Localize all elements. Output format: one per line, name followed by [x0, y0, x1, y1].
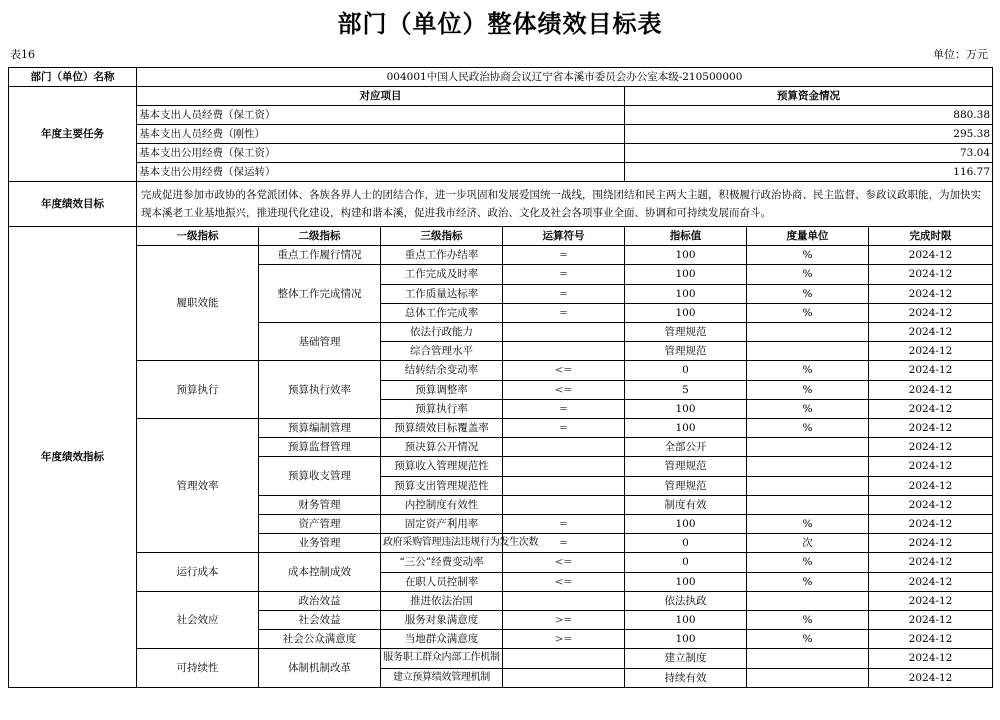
- unit-cell: %: [747, 630, 869, 649]
- level2-cell: 社会效益: [259, 611, 381, 630]
- value-cell: 建立制度: [625, 649, 747, 668]
- task-amount: 116.77: [625, 163, 993, 182]
- operator-cell: [503, 457, 625, 476]
- unit-cell: %: [747, 572, 869, 591]
- page-title: 部门（单位）整体绩效目标表: [337, 9, 663, 38]
- operator-cell: [503, 649, 625, 668]
- value-cell: 100: [625, 246, 747, 265]
- unit-cell: %: [747, 361, 869, 380]
- table-number: 表16: [10, 48, 35, 61]
- deadline-cell: 2024-12: [869, 284, 993, 303]
- deadline-cell: 2024-12: [869, 553, 993, 572]
- task-amount: 73.04: [625, 144, 993, 163]
- task-row: [9, 125, 993, 144]
- level1-cell: 社会效应: [137, 591, 259, 649]
- unit-cell: %: [747, 246, 869, 265]
- unit-cell: 次: [747, 534, 869, 553]
- operator-cell: <=: [503, 361, 625, 380]
- value-cell: 持续有效: [625, 668, 747, 687]
- dept-name: 004001中国人民政治协商会议辽宁省本溪市委员会办公室本级-210500000: [137, 68, 993, 87]
- task-row: [9, 144, 993, 163]
- deadline-cell: 2024-12: [869, 668, 993, 687]
- header-value: 指标值: [625, 227, 747, 246]
- unit-cell: [747, 591, 869, 610]
- value-cell: 管理规范: [625, 476, 747, 495]
- unit-cell: [747, 495, 869, 514]
- unit-cell: %: [747, 265, 869, 284]
- unit-label: 单位：万元: [933, 48, 988, 61]
- level3-cell: 总体工作完成率: [381, 303, 503, 322]
- deadline-cell: 2024-12: [869, 438, 993, 457]
- operator-cell: =: [503, 399, 625, 418]
- unit-cell: %: [747, 553, 869, 572]
- level2-cell: 体制机制改革: [259, 649, 381, 687]
- deadline-cell: 2024-12: [869, 380, 993, 399]
- level2-cell: 成本控制成效: [259, 553, 381, 591]
- unit-cell: %: [747, 380, 869, 399]
- deadline-cell: 2024-12: [869, 534, 993, 553]
- operator-cell: [503, 591, 625, 610]
- level2-cell: 政治效益: [259, 591, 381, 610]
- col-budget-header: 预算资金情况: [625, 87, 993, 106]
- unit-cell: [747, 476, 869, 495]
- value-cell: 依法执政: [625, 591, 747, 610]
- level3-cell: 固定资产利用率: [381, 515, 503, 534]
- value-cell: 0: [625, 534, 747, 553]
- value-cell: 管理规范: [625, 457, 747, 476]
- unit-cell: [747, 457, 869, 476]
- dept-label: 部门（单位）名称: [9, 68, 137, 87]
- header-level3: 三级指标: [381, 227, 503, 246]
- unit-cell: [747, 438, 869, 457]
- level3-cell: 工作完成及时率: [381, 265, 503, 284]
- level2-cell: 预算监督管理: [259, 438, 381, 457]
- operator-cell: =: [503, 534, 625, 553]
- deadline-cell: 2024-12: [869, 303, 993, 322]
- unit-cell: %: [747, 284, 869, 303]
- operator-cell: >=: [503, 630, 625, 649]
- annual-tasks-label: 年度主要任务: [9, 87, 137, 182]
- level3-cell: 重点工作办结率: [381, 246, 503, 265]
- level2-cell: 财务管理: [259, 495, 381, 514]
- header-level1: 一级指标: [137, 227, 259, 246]
- level3-cell: 工作质量达标率: [381, 284, 503, 303]
- unit-cell: [747, 649, 869, 668]
- value-cell: 管理规范: [625, 323, 747, 342]
- level2-cell: 基础管理: [259, 323, 381, 361]
- task-row: [9, 106, 993, 125]
- level3-cell: 预算绩效目标覆盖率: [381, 419, 503, 438]
- task-item: 基本支出人员经费（刚性）: [137, 125, 625, 144]
- level1-cell: 履职效能: [137, 246, 259, 361]
- level3-cell: 政府采购管理违法违规行为发生次数: [381, 534, 503, 553]
- level1-cell: 管理效率: [137, 419, 259, 553]
- deadline-cell: 2024-12: [869, 399, 993, 418]
- value-cell: 100: [625, 515, 747, 534]
- unit-cell: %: [747, 399, 869, 418]
- level1-cell: 预算执行: [137, 361, 259, 419]
- level3-cell: 服务职工群众内部工作机制: [381, 649, 503, 668]
- unit-cell: %: [747, 611, 869, 630]
- operator-cell: [503, 438, 625, 457]
- indicator-row: [9, 419, 993, 438]
- deadline-cell: 2024-12: [869, 419, 993, 438]
- unit-cell: [747, 323, 869, 342]
- task-item: 基本支出人员经费（保工资）: [137, 106, 625, 125]
- value-cell: 100: [625, 265, 747, 284]
- value-cell: 全部公开: [625, 438, 747, 457]
- operator-cell: <=: [503, 553, 625, 572]
- level2-cell: 资产管理: [259, 515, 381, 534]
- value-cell: 5: [625, 380, 747, 399]
- operator-cell: [503, 495, 625, 514]
- level2-cell: 重点工作履行情况: [259, 246, 381, 265]
- operator-cell: [503, 668, 625, 687]
- deadline-cell: 2024-12: [869, 457, 993, 476]
- unit-cell: %: [747, 515, 869, 534]
- value-cell: 100: [625, 419, 747, 438]
- operator-cell: [503, 323, 625, 342]
- indicators-label: 年度绩效指标: [9, 227, 137, 688]
- unit-cell: [747, 668, 869, 687]
- task-amount: 295.38: [625, 125, 993, 144]
- annual-goal-text: 完成促进参加市政协的各党派团体、各族各界人士的团结合作，进一步巩固和发展爱国统一战线，围绕团结和民主两大主题，积极履行政治协商、民主监督、参政议政职能，为加快实现本溪老工业基地振兴，推进现代化建设，构建和谐本溪，促进我市经济、政治、文化及社会各项事业全面、协调和可持续发展而奋斗。: [137, 182, 993, 227]
- level3-cell: 服务对象满意度: [381, 611, 503, 630]
- value-cell: 管理规范: [625, 342, 747, 361]
- level1-cell: 可持续性: [137, 649, 259, 687]
- indicator-row: [9, 361, 993, 380]
- task-amount: 880.38: [625, 106, 993, 125]
- deadline-cell: 2024-12: [869, 246, 993, 265]
- operator-cell: =: [503, 515, 625, 534]
- operator-cell: >=: [503, 611, 625, 630]
- deadline-cell: 2024-12: [869, 572, 993, 591]
- header-level2: 二级指标: [259, 227, 381, 246]
- value-cell: 制度有效: [625, 495, 747, 514]
- level2-cell: 社会公众满意度: [259, 630, 381, 649]
- header-operator: 运算符号: [503, 227, 625, 246]
- level3-cell: 推进依法治国: [381, 591, 503, 610]
- operator-cell: <=: [503, 572, 625, 591]
- operator-cell: <=: [503, 380, 625, 399]
- value-cell: 0: [625, 553, 747, 572]
- operator-cell: =: [503, 284, 625, 303]
- deadline-cell: 2024-12: [869, 342, 993, 361]
- deadline-cell: 2024-12: [869, 515, 993, 534]
- operator-cell: [503, 342, 625, 361]
- deadline-cell: 2024-12: [869, 361, 993, 380]
- level3-cell: 当地群众满意度: [381, 630, 503, 649]
- operator-cell: =: [503, 246, 625, 265]
- value-cell: 100: [625, 572, 747, 591]
- level3-cell: 建立预算绩效管理机制: [381, 668, 503, 687]
- value-cell: 0: [625, 361, 747, 380]
- level3-cell: 内控制度有效性: [381, 495, 503, 514]
- level3-cell: 在职人员控制率: [381, 572, 503, 591]
- indicator-row: [9, 553, 993, 572]
- indicator-row: [9, 591, 993, 610]
- deadline-cell: 2024-12: [869, 649, 993, 668]
- level1-cell: 运行成本: [137, 553, 259, 591]
- annual-goal-label: 年度绩效目标: [9, 182, 137, 227]
- level2-cell: 整体工作完成情况: [259, 265, 381, 323]
- task-row: [9, 163, 993, 182]
- deadline-cell: 2024-12: [869, 323, 993, 342]
- level3-cell: 依法行政能力: [381, 323, 503, 342]
- level2-cell: 预算收支管理: [259, 457, 381, 495]
- unit-cell: %: [747, 419, 869, 438]
- summary-table: [8, 67, 993, 227]
- task-item: 基本支出公用经费（保运转）: [137, 163, 625, 182]
- value-cell: 100: [625, 303, 747, 322]
- value-cell: 100: [625, 399, 747, 418]
- operator-cell: =: [503, 303, 625, 322]
- unit-cell: %: [747, 303, 869, 322]
- level3-cell: 预决算公开情况: [381, 438, 503, 457]
- indicator-row: [9, 649, 993, 668]
- value-cell: 100: [625, 611, 747, 630]
- operator-cell: =: [503, 419, 625, 438]
- deadline-cell: 2024-12: [869, 611, 993, 630]
- level3-cell: “三公”经费变动率: [381, 553, 503, 572]
- level3-cell: 结转结余变动率: [381, 361, 503, 380]
- level3-cell: 预算调整率: [381, 380, 503, 399]
- value-cell: 100: [625, 630, 747, 649]
- col-item-header: 对应项目: [137, 87, 625, 106]
- task-item: 基本支出公用经费（保工资）: [137, 144, 625, 163]
- level3-cell: 预算执行率: [381, 399, 503, 418]
- level2-cell: 预算编制管理: [259, 419, 381, 438]
- level2-cell: 业务管理: [259, 534, 381, 553]
- indicators-table: [8, 226, 993, 688]
- deadline-cell: 2024-12: [869, 476, 993, 495]
- indicator-row: [9, 246, 993, 265]
- header-deadline: 完成时限: [869, 227, 993, 246]
- operator-cell: =: [503, 265, 625, 284]
- level2-cell: 预算执行效率: [259, 361, 381, 419]
- unit-cell: [747, 342, 869, 361]
- level3-cell: 预算支出管理规范性: [381, 476, 503, 495]
- deadline-cell: 2024-12: [869, 265, 993, 284]
- level3-cell: 综合管理水平: [381, 342, 503, 361]
- header-unit: 度量单位: [747, 227, 869, 246]
- deadline-cell: 2024-12: [869, 630, 993, 649]
- value-cell: 100: [625, 284, 747, 303]
- deadline-cell: 2024-12: [869, 495, 993, 514]
- operator-cell: [503, 476, 625, 495]
- level3-cell: 预算收入管理规范性: [381, 457, 503, 476]
- deadline-cell: 2024-12: [869, 591, 993, 610]
